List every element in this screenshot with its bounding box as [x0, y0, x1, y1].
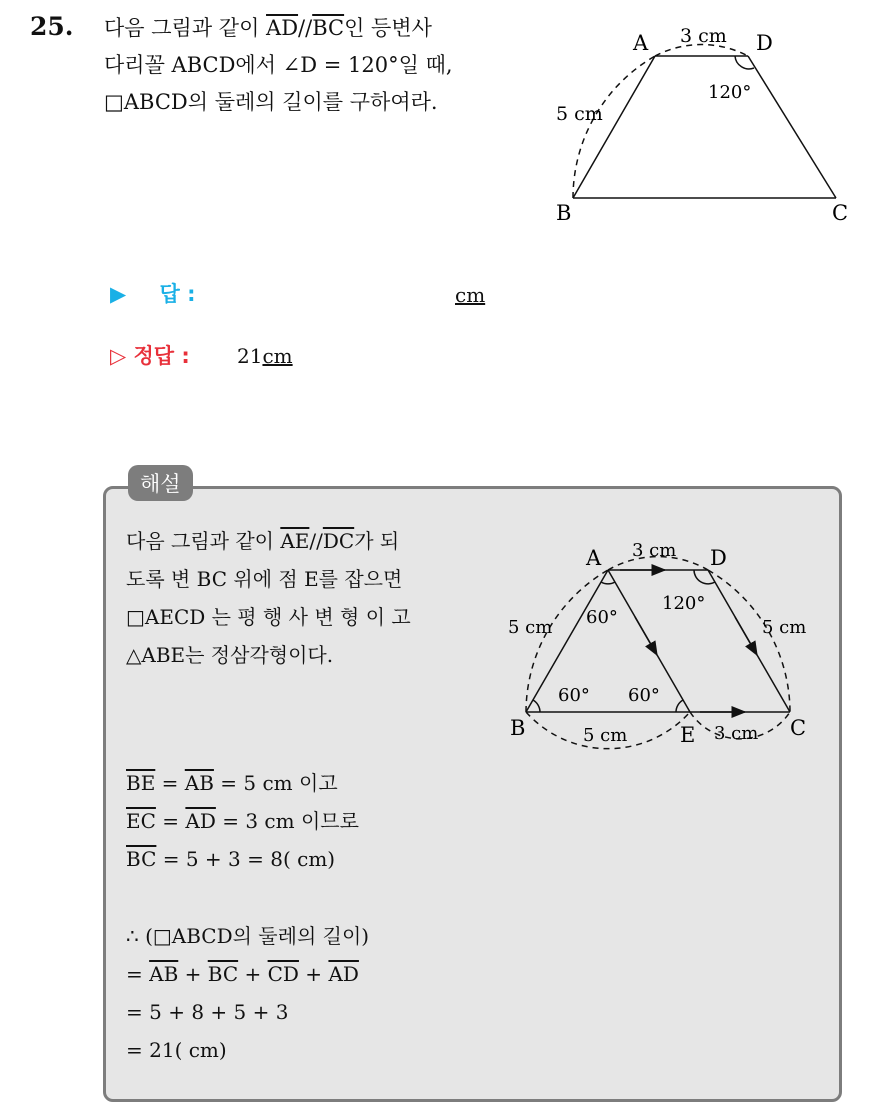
solution-line-4: △ABE는 정삼각형이다. — [126, 643, 334, 667]
solution-line-1 — [126, 522, 486, 560]
solution-tag: 해설 — [128, 465, 193, 501]
equation-7: = 21( cm) — [126, 1038, 227, 1062]
angle-b-arc — [533, 700, 540, 712]
question-line-1 — [104, 10, 534, 47]
label-c: C — [832, 201, 849, 225]
side-dc — [748, 56, 836, 198]
eq3-post: = 5 + 3 = 8( cm) — [156, 847, 336, 871]
segment-ad-eq: $\overline{AD}$ — [185, 809, 216, 833]
right-length-label: 5 cm — [762, 617, 807, 638]
solution-parallel: // — [309, 529, 323, 553]
question-number: 25. — [30, 12, 74, 41]
answer-key-label: 정답 : — [133, 344, 190, 368]
angle-e-arc — [676, 700, 683, 712]
label-b-2: B — [510, 716, 526, 740]
trapezoid-figure — [548, 20, 868, 235]
eq5-plus-1: + — [178, 962, 208, 986]
answer-play-icon: ▶ — [110, 282, 127, 306]
angle-a-arc — [601, 582, 615, 584]
side-length-label: 5 cm — [556, 103, 603, 125]
answer-key-unit: cm — [262, 344, 293, 368]
top-length-label: 3 cm — [680, 25, 727, 47]
bottom-left-length-label: 5 cm — [583, 725, 628, 746]
eq1-post: = 5 cm 이고 — [213, 771, 338, 795]
eq5-ad: $\overline{AD}$ — [328, 962, 359, 986]
top-length-label-2: 3 cm — [632, 540, 677, 561]
segment-ae: $\overline{AE}$ — [280, 529, 310, 553]
angle-d-label: 120° — [708, 82, 752, 103]
equation-2 — [126, 802, 359, 840]
eq2-post: = 3 cm 이므로 — [215, 809, 359, 833]
label-b: B — [556, 201, 572, 225]
label-d: D — [756, 31, 773, 55]
solution-line-3: □AECD 는 평 행 사 변 형 이 고 — [126, 605, 411, 629]
answer-row — [110, 278, 195, 308]
left-length-label: 5 cm — [508, 617, 553, 638]
parallelogram-figure — [500, 535, 830, 750]
question-line-2: 다리꼴 ABCD에서 ∠D = 120°일 때, — [104, 53, 453, 77]
answer-label: 답 : — [159, 282, 196, 306]
equation-3 — [126, 840, 335, 878]
label-e: E — [680, 723, 696, 747]
segment-bc: $\overline{BC}$ — [312, 16, 345, 40]
eq5-pre: = — [126, 962, 150, 986]
question-line1-post: 인 등변사 — [344, 16, 432, 40]
label-d-2: D — [710, 546, 727, 570]
eq2-mid: = — [155, 809, 186, 833]
segment-be: $\overline{BE}$ — [126, 771, 156, 795]
angle-d-label-2: 120° — [662, 593, 706, 614]
answer-key-value: 21 — [237, 344, 263, 368]
segment-ec: $\overline{EC}$ — [126, 809, 156, 833]
arrow-dc — [735, 617, 757, 655]
segment-ab: $\overline{AB}$ — [184, 771, 214, 795]
parallel-symbol: // — [298, 16, 313, 40]
eq5-plus-2: + — [238, 962, 268, 986]
equation-4: ∴ (□ABCD의 둘레의 길이) — [126, 924, 370, 948]
solution-explanation — [126, 522, 486, 674]
angle-e-label: 60° — [628, 685, 660, 706]
eq5-bc: $\overline{BC}$ — [207, 962, 239, 986]
segment-bc-eq: $\overline{BC}$ — [126, 847, 157, 871]
eq5-cd: $\overline{CD}$ — [267, 962, 299, 986]
segment-dc: $\overline{DC}$ — [322, 529, 355, 553]
answer-key-triangle-icon: ▷ — [110, 344, 127, 368]
answer-unit: cm — [455, 283, 486, 307]
angle-a-label: 60° — [586, 607, 618, 628]
question-line1-pre: 다음 그림과 같이 — [104, 16, 267, 40]
arrow-ae — [635, 617, 657, 655]
label-a: A — [633, 31, 649, 55]
solution-line-2: 도록 변 BC 위에 점 E를 잡으면 — [126, 567, 403, 591]
equation-5 — [126, 955, 359, 993]
eq1-mid: = — [155, 771, 185, 795]
label-a-2: A — [586, 546, 602, 570]
label-c-2: C — [790, 716, 807, 740]
side-ab — [573, 56, 655, 198]
equation-6: = 5 + 8 + 5 + 3 — [126, 1000, 289, 1024]
solution-line1-post: 가 되 — [354, 529, 400, 553]
angle-b-label: 60° — [558, 685, 590, 706]
segment-ad: $\overline{AD}$ — [266, 16, 299, 40]
question-text — [104, 10, 534, 121]
answer-key-row — [110, 340, 190, 370]
answer-key-value-wrap — [237, 344, 293, 368]
eq5-ab: $\overline{AB}$ — [149, 962, 179, 986]
question-line-3: □ABCD의 둘레의 길이를 구하여라. — [104, 90, 438, 114]
eq5-plus-3: + — [298, 962, 329, 986]
solution-line1-pre: 다음 그림과 같이 — [126, 529, 281, 553]
equation-1 — [126, 764, 338, 802]
bottom-right-length-label: 3 cm — [714, 723, 759, 744]
